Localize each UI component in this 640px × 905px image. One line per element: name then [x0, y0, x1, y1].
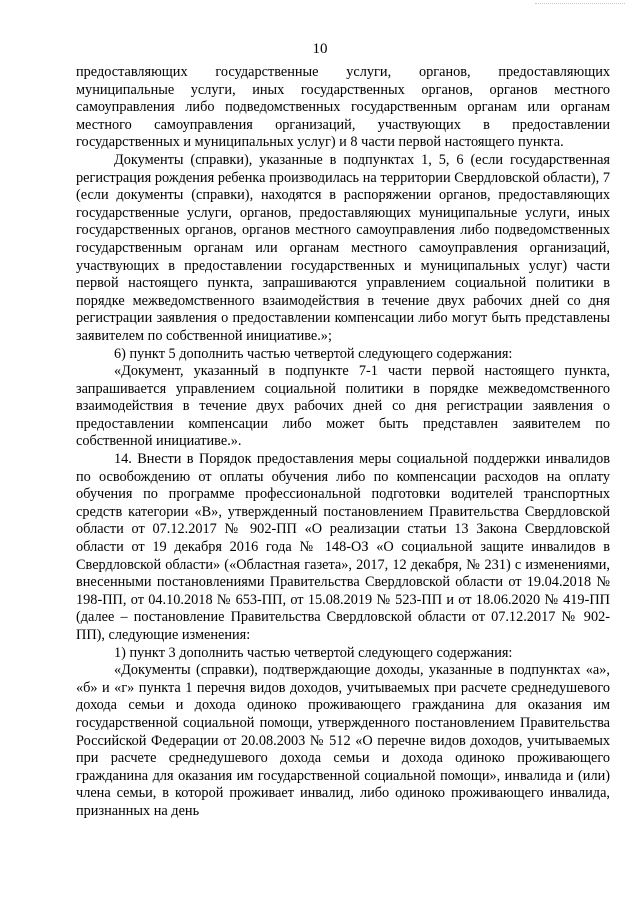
- paragraph-item-1-quote: «Документы (справки), подтверждающие доходы, указанные в подпунктах «а», «б» и «г» пункта 1 перечня видов доходов, учитываемых при расчете среднедушевого дохода семьи и дохода одиноко проживающего гражданина для оказания им государственной социальной помощи, утвержденного постановлением Правительства Российской Федерации от 20.08.2003 № 512 «О перечне видов доходов, учитываемых при расчете среднедушевого дохода семьи и дохода одиноко проживающего гражданина для оказания им государственной социальной помощи», инвалида и (или) члена семьи, в которой проживает инвалид, либо одиноко проживающего инвалида, признанных на день: [76, 662, 610, 819]
- document-body: [76, 64, 610, 821]
- paragraph-item-6-quote: «Документ, указанный в подпункте 7-1 части первой настоящего пункта, запрашивается управлением социальной политики в порядке межведомственного взаимодействия в течение двух рабочих дней со дня регистрации заявления о предоставлении компенсации либо может быть представлен заявителем по собственной инициативе.».: [76, 363, 610, 450]
- paragraph-documents-requests: Документы (справки), указанные в подпунктах 1, 5, 6 (если государственная регистрация рождения ребенка производилась на территории Свердловской области), 7 (если документы (справки), находятся в распоряжении органов, предоставляющих государственные услуги, органов, предоставляющих муниципальные услуги, иных государственных органов, органов местного самоуправления либо подведомственных государственным органам или органам местного самоуправления организаций, участвующих в предоставлении государственных и муниципальных услуг) части первой настоящего пункта, запрашиваются управлением социальной политики в порядке межведомственного взаимодействия в течение двух рабочих дней со дня регистрации заявления о предоставлении компенсации либо могут быть представлены заявителем по собственной инициативе.»;: [76, 151, 610, 344]
- page-number: 10: [312, 41, 328, 57]
- paragraph-section-14: 14. Внести в Порядок предоставления меры социальной поддержки инвалидов по освобождению от оплаты обучения либо по компенсации расходов на оплату обучения по программе профессиональной подготовки водителей транспортных средств категории «B», утвержденный постановлением Правительства Свердловской области от 07.12.2017 № 902-ПП «О реализации статьи 13 Закона Свердловской области от 19 декабря 2016 года № 148-ОЗ «О социальной защите инвалидов в Свердловской области» («Областная газета», 2017, 12 декабря, № 231) с изменениями, внесенными постановлениями Правительства Свердловской области от 19.04.2018 № 198-ПП, от 04.10.2018 № 653-ПП, от 15.08.2019 № 523-ПП и от 18.06.2020 № 419-ПП (далее – постановление Правительства Свердловской области от 07.12.2017 № 902-ПП), следующие изменения:: [76, 451, 610, 643]
- paragraph-continuation: предоставляющих государственные услуги, органов, предоставляющих муниципальные услуги, иных государственных органов, органов местного самоуправления либо подведомственных государственным органам или органам местного самоуправления организаций, участвующих в предоставлении государственных и муниципальных услуг) и 8 части первой настоящего пункта.: [76, 64, 610, 151]
- paragraph-item-6: 6) пункт 5 дополнить частью четвертой следующего содержания:: [114, 345, 513, 362]
- scan-artifact-line: [535, 3, 625, 5]
- paragraph-item-1: 1) пункт 3 дополнить частью четвертой следующего содержания:: [114, 644, 513, 661]
